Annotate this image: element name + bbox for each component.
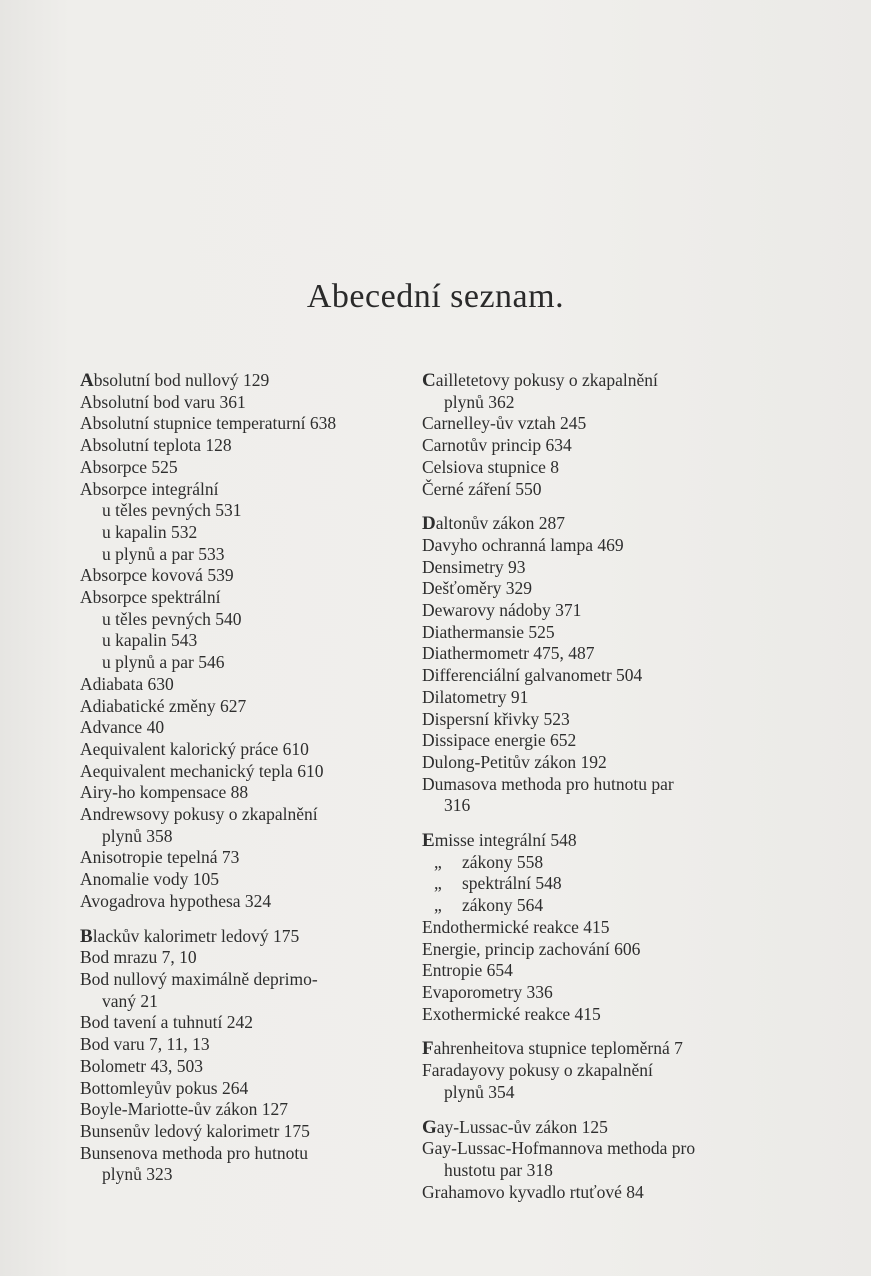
index-entry [422, 687, 752, 709]
group-initial-letter: B [80, 925, 93, 947]
index-entry [422, 1004, 752, 1026]
entry-text: ay-Lussac-ův zákon 125 [436, 1116, 608, 1137]
entry-text: Aequivalent kalorický práce 610 [80, 738, 309, 759]
group-initial-letter: A [80, 370, 94, 391]
entry-text: u kapalin 532 [102, 521, 198, 542]
page-title: Abecední seznam. [306, 278, 565, 315]
entry-text: Adiabata 630 [80, 673, 174, 694]
index-entry [422, 1117, 752, 1139]
entry-text: Absolutní teplota 128 [80, 435, 232, 456]
entry-text: Diathermometr 475, 487 [422, 643, 595, 664]
index-entry [422, 873, 752, 895]
entry-text: Absorpce integrální [80, 478, 219, 499]
ditto-mark: „ [434, 873, 442, 894]
index-entry [80, 1121, 410, 1143]
entry-text: plynů 323 [102, 1164, 173, 1185]
index-entry [422, 960, 752, 982]
entry-text: zákony 564 [462, 895, 544, 916]
entry-text: Celsiova stupnice 8 [422, 456, 560, 477]
index-entry [80, 565, 410, 587]
index-column-right [422, 370, 752, 1216]
index-group-b [80, 926, 410, 1186]
index-entry [422, 830, 752, 852]
index-entry [422, 895, 752, 917]
index-entry [80, 413, 410, 435]
entry-text: Anisotropie tepelná 73 [80, 847, 240, 868]
index-entry [80, 761, 410, 783]
index-entry [422, 513, 752, 535]
entry-text: Densimetry 93 [422, 556, 526, 577]
index-entry [422, 600, 752, 622]
entry-text: vaný 21 [102, 990, 158, 1011]
index-entry [422, 1060, 752, 1082]
index-entry [422, 1160, 752, 1182]
index-entry [80, 1056, 410, 1078]
index-entry [422, 435, 752, 457]
index-entry [80, 392, 410, 414]
group-initial-letter: D [422, 513, 436, 535]
entry-text: Dispersní křivky 523 [422, 708, 570, 729]
entry-text: Faradayovy pokusy o zkapalnění [422, 1060, 653, 1081]
entry-text: Bottomleyův pokus 264 [80, 1077, 249, 1098]
entry-text: lackův kalorimetr ledový 175 [92, 925, 300, 946]
entry-text: Anomalie vody 105 [80, 869, 220, 890]
index-entry [80, 1164, 410, 1186]
index-entry [422, 643, 752, 665]
index-entry [422, 709, 752, 731]
index-entry [422, 413, 752, 435]
index-entry [80, 544, 410, 566]
index-group-d [422, 513, 752, 817]
index-entry [80, 804, 410, 826]
index-entry [422, 557, 752, 579]
index-entry [80, 522, 410, 544]
index-column-left [80, 370, 410, 1199]
index-group-g [422, 1117, 752, 1204]
entry-text: Bod tavení a tuhnutí 242 [80, 1012, 254, 1033]
entry-text: Gay-Lussac-Hofmannova methoda pro [422, 1138, 696, 1159]
index-group-c [422, 370, 752, 500]
index-group-a [80, 370, 410, 913]
entry-text: Davyho ochranná lampa 469 [422, 534, 624, 555]
ditto-mark: „ [434, 851, 442, 872]
entry-text: Carnotův princip 634 [422, 435, 572, 456]
entry-text: Boyle-Mariotte-ův zákon 127 [80, 1099, 289, 1120]
ditto-mark: „ [434, 895, 442, 916]
index-entry [80, 1034, 410, 1056]
index-entry [80, 782, 410, 804]
index-entry [422, 622, 752, 644]
entry-text: Endothermické reakce 415 [422, 916, 610, 937]
entry-text: Absorpce spektrální [80, 587, 221, 608]
entry-text: u plynů a par 546 [102, 652, 225, 673]
entry-text: Dulong-Petitův zákon 192 [422, 751, 607, 772]
group-initial-letter: E [422, 830, 435, 852]
entry-text: misse integrální 548 [434, 830, 577, 851]
entry-text: Exothermické reakce 415 [422, 1003, 601, 1024]
entry-text: Andrewsovy pokusy o zkapalnění [80, 804, 318, 825]
index-entry [422, 1182, 752, 1204]
index-entry [80, 652, 410, 674]
index-entry [80, 1078, 410, 1100]
entry-text: Dewarovy nádoby 371 [422, 600, 582, 621]
index-entry [422, 1038, 752, 1060]
index-entry [422, 852, 752, 874]
entry-text: Advance 40 [80, 717, 165, 738]
index-entry [80, 630, 410, 652]
index-entry [80, 826, 410, 848]
entry-text: Adiabatické změny 627 [80, 695, 247, 716]
entry-text: Aequivalent mechanický tepla 610 [80, 760, 324, 781]
entry-text: u těles pevných 531 [102, 500, 242, 521]
index-entry [80, 587, 410, 609]
entry-text: Bolometr 43, 503 [80, 1055, 203, 1076]
index-entry [80, 457, 410, 479]
index-entry [422, 578, 752, 600]
index-entry [422, 982, 752, 1004]
index-entry [422, 370, 752, 392]
index-entry [422, 1082, 752, 1104]
entry-text: Absolutní stupnice temperaturní 638 [80, 413, 337, 434]
index-entry [80, 696, 410, 718]
index-entry [422, 479, 752, 501]
entry-text: Energie, princip zachování 606 [422, 938, 641, 959]
index-entry [80, 435, 410, 457]
group-initial-letter: F [422, 1038, 434, 1060]
entry-text: Entropie 654 [422, 960, 513, 981]
index-entry [80, 847, 410, 869]
index-entry [80, 891, 410, 913]
entry-text: Černé záření 550 [422, 478, 542, 499]
index-group-e [422, 830, 752, 1025]
index-entry [422, 535, 752, 557]
entry-text: Bod mrazu 7, 10 [80, 947, 197, 968]
group-initial-letter: C [422, 370, 436, 391]
entry-text: Absolutní bod varu 361 [80, 391, 246, 412]
index-entry [422, 774, 752, 796]
index-entry [80, 370, 410, 392]
index-entry [422, 1138, 752, 1160]
index-entry [422, 392, 752, 414]
entry-text: spektrální 548 [462, 873, 562, 894]
entry-text: Absorpce kovová 539 [80, 565, 234, 586]
entry-text: u plynů a par 533 [102, 543, 225, 564]
entry-text: ahrenheitova stupnice teploměrná 7 [433, 1038, 683, 1059]
entry-text: altonův zákon 287 [435, 513, 566, 534]
entry-text: Bod nullový maximálně deprimo- [80, 968, 318, 989]
entry-text: Airy-ho kompensace 88 [80, 782, 249, 803]
index-entry [80, 479, 410, 501]
index-entry [80, 1012, 410, 1034]
index-entry [422, 795, 752, 817]
entry-text: Bunsenův ledový kalorimetr 175 [80, 1120, 310, 1141]
entry-text: plynů 358 [102, 825, 173, 846]
entry-text: Evaporometry 336 [422, 981, 553, 1002]
entry-text: u kapalin 543 [102, 630, 198, 651]
entry-text: hustotu par 318 [444, 1159, 553, 1180]
group-initial-letter: G [422, 1116, 437, 1138]
entry-text: zákony 558 [462, 851, 544, 872]
index-entry [80, 926, 410, 948]
index-entry [80, 609, 410, 631]
index-entry [422, 917, 752, 939]
entry-text: Dilatometry 91 [422, 686, 529, 707]
entry-text: Dissipace energie 652 [422, 730, 577, 751]
index-entry [422, 457, 752, 479]
index-entry [80, 739, 410, 761]
index-entry [80, 947, 410, 969]
entry-text: Grahamovo kyvadlo rtuťové 84 [422, 1181, 644, 1202]
entry-text: plynů 354 [444, 1081, 515, 1102]
index-entry [422, 730, 752, 752]
entry-text: plynů 362 [444, 391, 515, 412]
index-entry [422, 752, 752, 774]
entry-text: Avogadrova hypothesa 324 [80, 890, 272, 911]
index-entry [422, 939, 752, 961]
entry-text: u těles pevných 540 [102, 608, 242, 629]
index-entry [80, 991, 410, 1013]
entry-text: Diathermansie 525 [422, 621, 555, 642]
entry-text: Absorpce 525 [80, 456, 178, 477]
index-group-f [422, 1038, 752, 1103]
entry-text: Differenciální galvanometr 504 [422, 665, 643, 686]
entry-text: Bunsenova methoda pro hutnotu [80, 1142, 308, 1163]
index-entry [80, 869, 410, 891]
index-entry [80, 969, 410, 991]
index-entry [80, 500, 410, 522]
index-entry [422, 665, 752, 687]
entry-text: ailletetovy pokusy o zkapalnění [435, 370, 658, 390]
index-entry [80, 1143, 410, 1165]
entry-text: Bod varu 7, 11, 13 [80, 1034, 210, 1055]
entry-text: Dumasova methoda pro hutnotu par [422, 773, 674, 794]
entry-text: 316 [444, 795, 471, 816]
index-entry [80, 674, 410, 696]
entry-text: Carnelley-ův vztah 245 [422, 413, 587, 434]
entry-text: bsolutní bod nullový 129 [93, 370, 270, 390]
entry-text: Dešťoměry 329 [422, 578, 533, 599]
index-entry [80, 1099, 410, 1121]
index-entry [80, 717, 410, 739]
